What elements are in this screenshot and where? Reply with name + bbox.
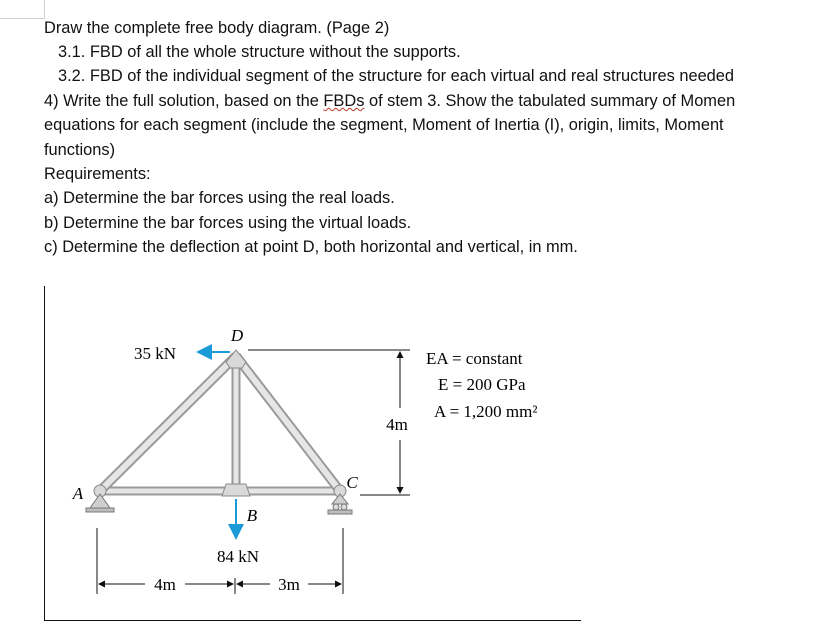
span-right-label: 3m	[278, 575, 300, 594]
property-a: A = 1,200 mm²	[434, 402, 538, 421]
instruction-line-1: Draw the complete free body diagram. (Page 2)	[44, 19, 390, 37]
horizontal-load-label: 35 kN	[133, 344, 177, 363]
property-ea: EA = constant	[426, 349, 523, 368]
pin-support-a	[86, 494, 114, 512]
node-d-label: D	[230, 326, 244, 345]
roller-support-c	[328, 494, 352, 514]
instruction-line-2: 3.1. FBD of all the whole structure without the supports.	[58, 43, 461, 61]
instruction-line-5: equations for each segment (include the segment, Moment of Inertia (I), origin, limits, Moment	[44, 116, 724, 134]
property-e: E = 200 GPa	[438, 375, 526, 394]
node-c-label: C	[346, 473, 358, 492]
member-ad	[100, 356, 236, 491]
instruction-line-4: 4) Write the full solution, based on the FBDs of stem 3. Show the tabulated summary of Momen	[44, 92, 736, 110]
requirement-b: b) Determine the bar forces using the virtual loads.	[44, 214, 412, 232]
vertical-load-label: 84 kN	[216, 547, 260, 566]
instruction-line-3: 3.2. FBD of the individual segment of the structure for each virtual and real structures needed	[58, 67, 735, 85]
requirement-a: a) Determine the bar forces using the real loads.	[44, 189, 395, 207]
instruction-line-6: functions)	[44, 141, 116, 159]
requirements-heading: Requirements:	[44, 165, 151, 183]
node-a-label: A	[72, 484, 84, 503]
node-b-label: B	[246, 506, 258, 525]
member-dc	[236, 356, 340, 491]
height-dim-label: 4m	[386, 415, 408, 434]
requirement-c: c) Determine the deflection at point D, both horizontal and vertical, in mm.	[44, 238, 578, 256]
gusset-b	[222, 484, 250, 496]
spellcheck-fbds: FBDs	[323, 92, 365, 110]
span-left-label: 4m	[154, 575, 176, 594]
